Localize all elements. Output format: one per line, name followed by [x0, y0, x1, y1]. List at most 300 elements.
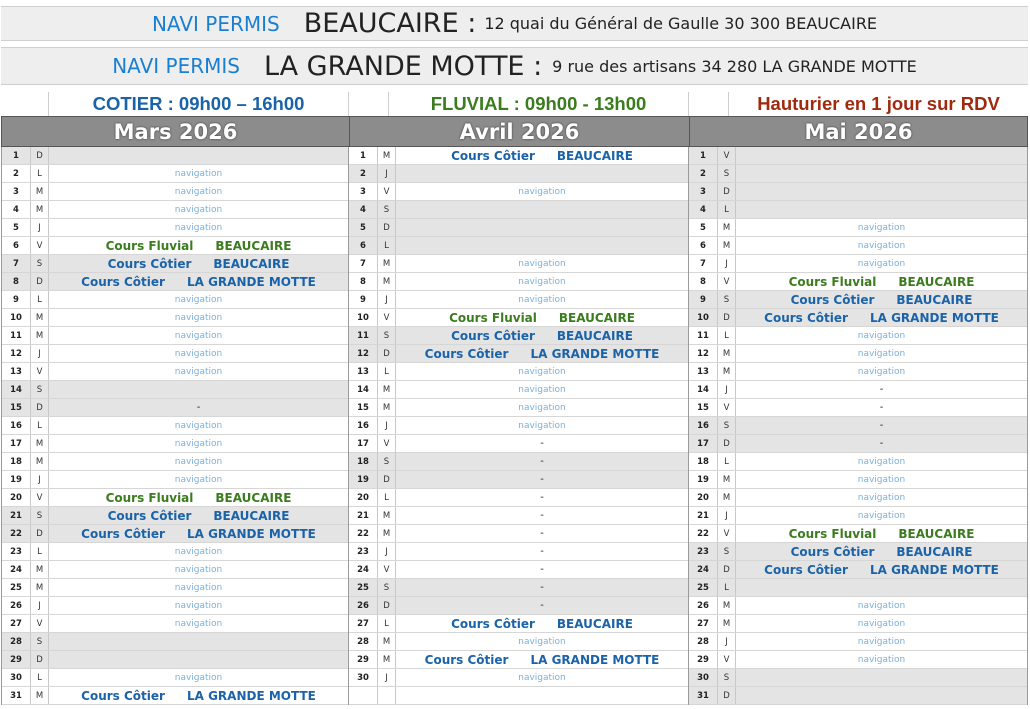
day-event [396, 651, 688, 668]
day-row [349, 543, 688, 561]
cours-cotier [451, 617, 633, 631]
day-event [396, 561, 688, 578]
day-number: 16 [2, 417, 31, 434]
day-event [396, 165, 688, 182]
schedule-spacer [349, 92, 389, 116]
day-number: 18 [349, 453, 378, 470]
day-row [2, 237, 348, 255]
empty-dash: - [879, 402, 884, 413]
navigation-label: navigation [857, 510, 906, 521]
day-event [736, 615, 1027, 632]
day-letter: J [378, 417, 396, 434]
day-letter: D [31, 525, 49, 542]
day-number: 29 [2, 651, 31, 668]
day-number: 10 [2, 309, 31, 326]
day-row [689, 669, 1027, 687]
day-row [689, 255, 1027, 273]
course-location: BEAUCAIRE [556, 616, 633, 631]
day-row [2, 201, 348, 219]
day-event [49, 435, 348, 452]
day-row [2, 651, 348, 669]
day-number: 18 [689, 453, 718, 470]
navigation-label: navigation [174, 672, 223, 683]
day-number: 21 [2, 507, 31, 524]
day-number: 23 [689, 543, 718, 560]
day-letter: D [31, 147, 49, 164]
day-event [396, 417, 688, 434]
day-row [689, 471, 1027, 489]
day-number: 17 [689, 435, 718, 452]
navigation-label: navigation [518, 186, 566, 197]
day-letter: M [718, 471, 736, 488]
schedule-cotier: COTIER : 09h00 – 16h00 [49, 92, 349, 116]
day-event [396, 363, 688, 380]
day-number: 24 [689, 561, 718, 578]
course-location: BEAUCAIRE [215, 238, 292, 253]
day-letter: M [31, 453, 49, 470]
day-event [49, 453, 348, 470]
day-row [349, 417, 688, 435]
day-number: 19 [2, 471, 31, 488]
course-location: LA GRANDE MOTTE [186, 274, 316, 289]
empty-dash: - [540, 528, 544, 539]
cours-cotier [81, 689, 316, 703]
day-event [49, 615, 348, 632]
day-letter: L [378, 615, 396, 632]
cours-cotier [425, 347, 660, 361]
day-letter: S [718, 543, 736, 560]
day-event [49, 597, 348, 614]
day-row [349, 633, 688, 651]
month-header: Avril 2026 [349, 116, 689, 147]
navigation-label: navigation [174, 438, 223, 449]
day-row [689, 309, 1027, 327]
navigation-label: navigation [857, 474, 906, 485]
day-number: 19 [689, 471, 718, 488]
month-header: Mars 2026 [1, 116, 349, 147]
day-event [49, 669, 348, 686]
day-row [689, 345, 1027, 363]
day-row [689, 579, 1027, 597]
day-event [736, 669, 1027, 686]
day-number: 5 [2, 219, 31, 236]
day-letter: J [378, 543, 396, 560]
city-address: 9 rue des artisans 34 280 LA GRANDE MOTTE [552, 56, 917, 76]
day-event [49, 417, 348, 434]
day-event [396, 633, 688, 650]
course-location: LA GRANDE MOTTE [186, 526, 316, 541]
day-event [736, 543, 1027, 560]
course-name: Cours Côtier [107, 256, 192, 271]
day-event [49, 309, 348, 326]
navigation-label: navigation [857, 330, 906, 341]
day-letter: L [718, 453, 736, 470]
day-letter: M [718, 363, 736, 380]
navigation-label: navigation [174, 618, 223, 629]
day-event [736, 507, 1027, 524]
day-number: 12 [2, 345, 31, 362]
course-name: Cours Côtier [81, 274, 165, 289]
day-number: 9 [689, 291, 718, 308]
course-name: Cours Côtier [451, 148, 535, 163]
navigation-label: navigation [857, 348, 906, 359]
course-name: Cours Côtier [790, 292, 875, 307]
navigation-label: navigation [857, 636, 906, 647]
day-event [49, 651, 348, 668]
day-number: 14 [349, 381, 378, 398]
day-row [689, 561, 1027, 579]
empty-dash: - [540, 438, 544, 449]
day-event [49, 291, 348, 308]
day-number: 2 [349, 165, 378, 182]
course-location: BEAUCAIRE [896, 544, 973, 559]
day-number: 24 [2, 561, 31, 578]
day-letter: S [31, 255, 49, 272]
day-event [49, 345, 348, 362]
day-row [2, 633, 348, 651]
empty-dash: - [540, 456, 544, 467]
day-row [349, 669, 688, 687]
day-number: 25 [2, 579, 31, 596]
course-name: Cours Côtier [790, 544, 875, 559]
day-row [2, 183, 348, 201]
day-row [349, 183, 688, 201]
day-letter: M [31, 327, 49, 344]
day-row [349, 651, 688, 669]
day-letter: D [718, 687, 736, 704]
day-event [736, 597, 1027, 614]
day-letter: D [718, 309, 736, 326]
day-event [736, 291, 1027, 308]
day-number: 10 [349, 309, 378, 326]
day-number: 2 [2, 165, 31, 182]
day-event [49, 633, 348, 650]
navigation-label: navigation [518, 276, 566, 287]
month-column [689, 147, 1028, 705]
day-row [2, 525, 348, 543]
navigation-label: navigation [857, 618, 906, 629]
day-row [2, 561, 348, 579]
day-event [49, 399, 348, 416]
day-number: 15 [2, 399, 31, 416]
course-name: Cours Fluvial [449, 310, 537, 325]
day-number: 11 [2, 327, 31, 344]
day-row [2, 507, 348, 525]
day-row [2, 381, 348, 399]
navigation-label: navigation [518, 258, 566, 269]
cours-fluvial [449, 311, 635, 325]
day-event [49, 237, 348, 254]
day-number: 20 [2, 489, 31, 506]
day-row [349, 273, 688, 291]
cours-cotier [791, 293, 973, 307]
day-letter: M [31, 201, 49, 218]
day-letter: J [378, 291, 396, 308]
day-number: 30 [2, 669, 31, 686]
day-row [689, 363, 1027, 381]
empty-dash: - [879, 420, 884, 431]
day-number: 16 [689, 417, 718, 434]
day-row [689, 597, 1027, 615]
navigation-label: navigation [857, 366, 906, 377]
day-number: 21 [689, 507, 718, 524]
day-row [689, 615, 1027, 633]
day-row [689, 273, 1027, 291]
navigation-label: navigation [174, 582, 223, 593]
day-row [2, 165, 348, 183]
day-event [396, 453, 688, 470]
course-name: Cours Fluvial [788, 274, 877, 289]
day-event [396, 597, 688, 614]
day-event [736, 183, 1027, 200]
day-event [736, 435, 1027, 452]
day-row [689, 525, 1027, 543]
day-row [349, 525, 688, 543]
day-event [736, 255, 1027, 272]
day-row [2, 291, 348, 309]
course-location: BEAUCAIRE [898, 274, 975, 289]
day-row [2, 309, 348, 327]
day-row [2, 471, 348, 489]
day-letter: S [31, 507, 49, 524]
day-letter: M [718, 237, 736, 254]
cours-fluvial [789, 527, 975, 541]
day-number: 29 [349, 651, 378, 668]
day-number: 3 [349, 183, 378, 200]
day-number: 9 [349, 291, 378, 308]
day-number: 7 [349, 255, 378, 272]
day-number: 23 [349, 543, 378, 560]
day-number: 19 [349, 471, 378, 488]
day-letter: D [31, 273, 49, 290]
day-letter: V [378, 561, 396, 578]
navigation-label: navigation [518, 402, 566, 413]
day-event [49, 543, 348, 560]
navigation-label: navigation [174, 420, 223, 431]
day-number [349, 687, 378, 704]
day-row [689, 165, 1027, 183]
day-number: 31 [689, 687, 718, 704]
day-event [736, 561, 1027, 578]
day-row [689, 633, 1027, 651]
day-number: 29 [689, 651, 718, 668]
empty-dash: - [540, 510, 544, 521]
day-event [49, 507, 348, 524]
course-location: LA GRANDE MOTTE [186, 688, 316, 703]
day-number: 17 [2, 435, 31, 452]
cours-fluvial [789, 275, 975, 289]
day-number: 16 [349, 417, 378, 434]
course-name: Cours Côtier [451, 328, 535, 343]
day-letter: J [378, 669, 396, 686]
day-row [689, 489, 1027, 507]
day-row [349, 309, 688, 327]
course-location: BEAUCAIRE [898, 526, 975, 541]
day-event [49, 147, 348, 164]
day-event [396, 507, 688, 524]
day-row [2, 453, 348, 471]
navigation-label: navigation [174, 564, 223, 575]
day-event [49, 579, 348, 596]
day-event [49, 471, 348, 488]
day-row [689, 435, 1027, 453]
day-row [689, 327, 1027, 345]
day-letter: M [378, 507, 396, 524]
cours-cotier [108, 509, 290, 523]
day-event [49, 381, 348, 398]
navigation-label: navigation [857, 456, 906, 467]
day-letter: M [718, 597, 736, 614]
day-row [2, 327, 348, 345]
day-event [736, 489, 1027, 506]
day-letter: L [31, 669, 49, 686]
day-letter: J [718, 255, 736, 272]
day-letter: M [378, 255, 396, 272]
day-letter: J [718, 507, 736, 524]
day-letter: V [378, 183, 396, 200]
navigation-label: navigation [174, 312, 223, 323]
day-letter: L [378, 363, 396, 380]
day-letter: D [718, 435, 736, 452]
day-row [2, 147, 348, 165]
day-event [736, 417, 1027, 434]
day-number: 7 [689, 255, 718, 272]
day-row [689, 507, 1027, 525]
day-row [349, 507, 688, 525]
day-event [396, 273, 688, 290]
navigation-label: navigation [518, 672, 566, 683]
day-letter: M [718, 615, 736, 632]
empty-dash: - [879, 438, 884, 449]
day-event [49, 201, 348, 218]
day-event [49, 363, 348, 380]
day-number: 27 [2, 615, 31, 632]
day-event [736, 525, 1027, 542]
day-number: 6 [689, 237, 718, 254]
day-event [49, 183, 348, 200]
day-event [49, 165, 348, 182]
day-row [2, 219, 348, 237]
day-row [349, 579, 688, 597]
day-letter: S [31, 633, 49, 650]
day-row [349, 291, 688, 309]
empty-dash: - [540, 582, 544, 593]
day-letter: S [378, 579, 396, 596]
day-event [396, 669, 688, 686]
day-letter: S [378, 201, 396, 218]
city-address: 12 quai du Général de Gaulle 30 300 BEAUCAIRE [484, 14, 878, 33]
navigation-label: navigation [857, 222, 906, 233]
day-row [2, 687, 348, 705]
day-event [736, 363, 1027, 380]
navigation-label: navigation [174, 222, 223, 233]
day-event [396, 399, 688, 416]
navigation-label: navigation [857, 600, 906, 611]
cours-cotier [81, 275, 316, 289]
day-number: 9 [2, 291, 31, 308]
course-name: Cours Fluvial [788, 526, 877, 541]
day-letter: M [378, 399, 396, 416]
day-number: 3 [2, 183, 31, 200]
day-number: 24 [349, 561, 378, 578]
schedule-spacer [1, 92, 49, 116]
day-number: 28 [689, 633, 718, 650]
month-column [349, 147, 689, 705]
day-letter: D [378, 219, 396, 236]
day-number: 12 [349, 345, 378, 362]
day-row [349, 597, 688, 615]
day-row [2, 399, 348, 417]
day-number: 20 [349, 489, 378, 506]
brand-name: NAVI PERMIS [151, 11, 280, 36]
course-name: Cours Fluvial [105, 238, 194, 253]
city-name: LA GRANDE MOTTE : [263, 50, 543, 82]
day-letter [378, 687, 396, 704]
day-event [396, 219, 688, 236]
day-letter: S [378, 453, 396, 470]
day-event [736, 345, 1027, 362]
schedule-fluvial: FLUVIAL : 09h00 - 13h00 [389, 92, 689, 116]
day-letter: M [31, 687, 49, 704]
day-event [49, 219, 348, 236]
empty-dash: - [540, 600, 544, 611]
day-event [396, 489, 688, 506]
day-number: 12 [689, 345, 718, 362]
day-row [689, 201, 1027, 219]
day-letter: V [378, 309, 396, 326]
day-letter: L [31, 417, 49, 434]
day-row [2, 345, 348, 363]
cours-cotier [108, 257, 290, 271]
day-number: 21 [349, 507, 378, 524]
day-event [396, 381, 688, 398]
day-number: 27 [349, 615, 378, 632]
day-event [736, 327, 1027, 344]
empty-dash: - [540, 564, 544, 575]
day-event [736, 453, 1027, 470]
day-letter: L [718, 201, 736, 218]
day-row [689, 453, 1027, 471]
navigation-label: navigation [857, 240, 906, 251]
day-number: 1 [2, 147, 31, 164]
day-row [349, 165, 688, 183]
day-number: 25 [689, 579, 718, 596]
navigation-label: navigation [174, 546, 223, 557]
day-letter: M [718, 489, 736, 506]
day-event [736, 471, 1027, 488]
day-letter: M [31, 579, 49, 596]
course-location: BEAUCAIRE [556, 328, 633, 343]
day-event [396, 525, 688, 542]
day-number: 17 [349, 435, 378, 452]
day-event [736, 219, 1027, 236]
empty-dash: - [540, 546, 544, 557]
day-letter: D [378, 597, 396, 614]
course-location: BEAUCAIRE [558, 310, 635, 325]
day-row [349, 201, 688, 219]
day-row [349, 255, 688, 273]
day-number: 23 [2, 543, 31, 560]
course-location: LA GRANDE MOTTE [869, 310, 999, 325]
navigation-label: navigation [174, 186, 223, 197]
day-number: 13 [689, 363, 718, 380]
day-row [2, 579, 348, 597]
schedule-bar [1, 92, 1028, 116]
day-event [396, 579, 688, 596]
day-number: 4 [349, 201, 378, 218]
day-event [396, 183, 688, 200]
header-grande-motte [1, 47, 1028, 85]
